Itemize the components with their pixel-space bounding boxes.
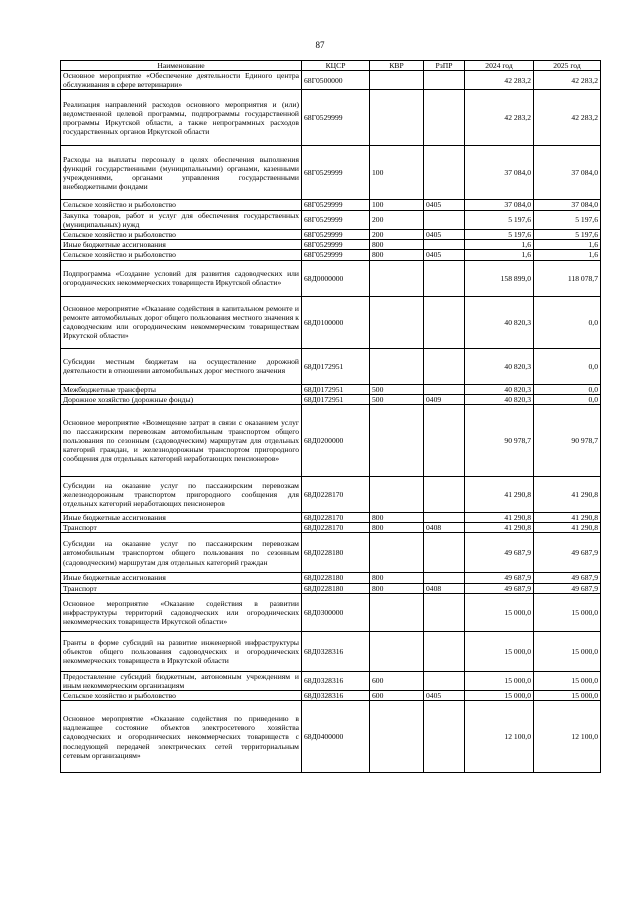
cell-y2024: 15 000,0: [465, 671, 534, 690]
cell-name: Расходы на выплаты персоналу в целях обеспечения выполнения функций государственными (муниципальными) органами, казенными учреждениями, органами управления государственными внебюджетными фондами: [61, 146, 302, 200]
table-row: [61, 210, 601, 229]
table-row: [61, 523, 601, 533]
cell-rzpr: [424, 631, 465, 671]
cell-name: Межбюджетные трансферты: [61, 384, 302, 394]
table-row: [61, 240, 601, 250]
page-number: 87: [315, 40, 325, 50]
table-row: [61, 260, 601, 296]
cell-y2024: 40 820,3: [465, 296, 534, 348]
cell-y2024: 42 283,2: [465, 71, 534, 90]
cell-rzpr: [424, 573, 465, 583]
cell-y2025: 5 197,6: [534, 210, 601, 229]
cell-y2024: 1,6: [465, 240, 534, 250]
cell-y2025: 0,0: [534, 348, 601, 384]
cell-rzpr: [424, 296, 465, 348]
cell-kcsr: 68Д0228180: [302, 533, 370, 573]
cell-name: Сельское хозяйство и рыболовство: [61, 230, 302, 240]
table-row: [61, 394, 601, 404]
cell-kcsr: 68Д0300000: [302, 593, 370, 631]
cell-y2024: 41 290,8: [465, 513, 534, 523]
cell-y2025: 41 290,8: [534, 513, 601, 523]
cell-y2025: 42 283,2: [534, 71, 601, 90]
cell-name: Сельское хозяйство и рыболовство: [61, 250, 302, 260]
table-row: [61, 405, 601, 477]
cell-rzpr: 0405: [424, 230, 465, 240]
cell-kvr: [370, 71, 424, 90]
cell-y2025: 0,0: [534, 384, 601, 394]
cell-kcsr: 68Д0000000: [302, 260, 370, 296]
cell-name: Гранты в форме субсидий на развитие инженерной инфраструктуры объектов общего пользования садоводческих и огороднических некоммерческих товариществ в Иркутской области: [61, 631, 302, 671]
cell-y2024: 37 084,0: [465, 146, 534, 200]
cell-kcsr: 68Д0228170: [302, 523, 370, 533]
cell-kcsr: 68Д0228180: [302, 583, 370, 593]
table-row: [61, 593, 601, 631]
table-row: [61, 701, 601, 773]
cell-y2025: 0,0: [534, 296, 601, 348]
cell-kvr: 800: [370, 523, 424, 533]
header-kcsr: КЦСР: [302, 61, 370, 71]
cell-y2024: 49 687,9: [465, 583, 534, 593]
cell-kcsr: 68Г0529999: [302, 200, 370, 210]
cell-rzpr: [424, 701, 465, 773]
table-row: [61, 691, 601, 701]
cell-rzpr: [424, 210, 465, 229]
table-row: [61, 513, 601, 523]
cell-name: Субсидии местным бюджетам на осуществление дорожной деятельности в отношении автомобильных дорог местного значения: [61, 348, 302, 384]
cell-kcsr: 68Г0529999: [302, 230, 370, 240]
cell-y2024: 5 197,6: [465, 210, 534, 229]
cell-y2024: 90 978,7: [465, 405, 534, 477]
cell-y2025: 118 078,7: [534, 260, 601, 296]
cell-y2024: 41 290,8: [465, 477, 534, 513]
cell-kvr: 100: [370, 200, 424, 210]
cell-rzpr: [424, 513, 465, 523]
budget-table: [60, 60, 601, 773]
cell-kcsr: 68Д0228170: [302, 513, 370, 523]
cell-y2025: 1,6: [534, 250, 601, 260]
cell-y2024: 15 000,0: [465, 691, 534, 701]
cell-y2025: 0,0: [534, 394, 601, 404]
cell-y2025: 15 000,0: [534, 593, 601, 631]
cell-name: Основное мероприятие «Оказание содействия в развитии инфраструктуры территорий садоводческих или огороднических некоммерческих товариществ Иркутской области»: [61, 593, 302, 631]
cell-name: Подпрограмма «Создание условий для развития садоводческих или огороднических некоммерческих товариществ Иркутской области»: [61, 260, 302, 296]
cell-rzpr: [424, 405, 465, 477]
cell-kcsr: 68Д0172951: [302, 348, 370, 384]
cell-y2025: 41 290,8: [534, 477, 601, 513]
table-row: [61, 671, 601, 690]
cell-kvr: 600: [370, 671, 424, 690]
cell-rzpr: 0408: [424, 583, 465, 593]
cell-kvr: [370, 631, 424, 671]
cell-rzpr: [424, 384, 465, 394]
cell-y2024: 37 084,0: [465, 200, 534, 210]
cell-y2024: 15 000,0: [465, 593, 534, 631]
table-row: [61, 384, 601, 394]
table-row: [61, 348, 601, 384]
cell-y2025: 15 000,0: [534, 671, 601, 690]
cell-name: Транспорт: [61, 523, 302, 533]
cell-y2024: 5 197,6: [465, 230, 534, 240]
cell-y2024: 49 687,9: [465, 573, 534, 583]
table-row: [61, 230, 601, 240]
cell-kcsr: 68Д0100000: [302, 296, 370, 348]
cell-kvr: [370, 296, 424, 348]
cell-kcsr: 68Д0328316: [302, 691, 370, 701]
cell-kcsr: 68Г0529999: [302, 90, 370, 146]
cell-y2025: 90 978,7: [534, 405, 601, 477]
cell-kcsr: 68Д0200000: [302, 405, 370, 477]
table-header-row: [61, 61, 601, 71]
cell-name: Сельское хозяйство и рыболовство: [61, 691, 302, 701]
cell-name: Иные бюджетные ассигнования: [61, 573, 302, 583]
cell-rzpr: [424, 477, 465, 513]
table-row: [61, 71, 601, 90]
cell-rzpr: [424, 671, 465, 690]
cell-name: Субсидии на оказание услуг по пассажирским перевозкам автомобильным транспортом общего пользования по сезонным (садоводческим) маршрутам для отдельных категорий граждан: [61, 533, 302, 573]
header-2024: 2024 год: [465, 61, 534, 71]
cell-kcsr: 68Г0529999: [302, 250, 370, 260]
cell-name: Предоставление субсидий бюджетным, автономным учреждениям и иным некоммерческим организациям: [61, 671, 302, 690]
cell-kcsr: 68Г0500000: [302, 71, 370, 90]
cell-rzpr: [424, 593, 465, 631]
cell-kvr: 800: [370, 240, 424, 250]
cell-kvr: 800: [370, 513, 424, 523]
cell-rzpr: [424, 260, 465, 296]
cell-kcsr: 68Д0328316: [302, 671, 370, 690]
cell-y2024: 15 000,0: [465, 631, 534, 671]
cell-name: Основное мероприятие «Оказание содействия в капитальном ремонте и ремонте автомобильных дорог общего пользования местного значения к садоводческим или огородническим некоммерческим товариществам Иркутской области»: [61, 296, 302, 348]
table-row: [61, 583, 601, 593]
cell-y2025: 49 687,9: [534, 533, 601, 573]
cell-rzpr: [424, 146, 465, 200]
header-kvr: КВР: [370, 61, 424, 71]
cell-kcsr: 68Д0228180: [302, 573, 370, 583]
cell-kvr: [370, 533, 424, 573]
cell-name: Транспорт: [61, 583, 302, 593]
cell-kvr: 200: [370, 210, 424, 229]
cell-name: Иные бюджетные ассигнования: [61, 240, 302, 250]
cell-y2025: 12 100,0: [534, 701, 601, 773]
cell-kcsr: 68Д0172951: [302, 384, 370, 394]
cell-kvr: 800: [370, 250, 424, 260]
cell-name: Основное мероприятие «Оказание содействия по приведению в надлежащее состояние объектов электросетевого хозяйства садоводческих и огороднических некоммерческих товариществ с последующей передачей электрических сетей территориальным сетевым организациям»: [61, 701, 302, 773]
cell-y2025: 41 290,8: [534, 523, 601, 533]
cell-kvr: [370, 405, 424, 477]
cell-kvr: 200: [370, 230, 424, 240]
cell-rzpr: 0409: [424, 394, 465, 404]
cell-rzpr: [424, 240, 465, 250]
cell-kvr: [370, 477, 424, 513]
cell-y2024: 12 100,0: [465, 701, 534, 773]
cell-kvr: [370, 593, 424, 631]
cell-name: Иные бюджетные ассигнования: [61, 513, 302, 523]
cell-kcsr: 68Г0529999: [302, 210, 370, 229]
cell-name: Реализация направлений расходов основного мероприятия и (или) ведомственной целевой программы, подпрограммы государственной программы Иркутской области, а также непрограммных расходов государственных органов Иркутской области: [61, 90, 302, 146]
cell-y2025: 37 084,0: [534, 146, 601, 200]
cell-kvr: 600: [370, 691, 424, 701]
cell-y2025: 1,6: [534, 240, 601, 250]
cell-kcsr: 68Г0529999: [302, 240, 370, 250]
header-name: Наименование: [61, 61, 302, 71]
cell-y2025: 37 084,0: [534, 200, 601, 210]
cell-name: Субсидии на оказание услуг по пассажирским перевозкам железнодорожным транспортом пригородного сообщения для отдельных категорий неработающих пенсионеров: [61, 477, 302, 513]
cell-name: Основное мероприятие «Обеспечение деятельности Единого центра обслуживания в сфере ветеринарии»: [61, 71, 302, 90]
cell-name: Сельское хозяйство и рыболовство: [61, 200, 302, 210]
cell-y2024: 42 283,2: [465, 90, 534, 146]
table-row: [61, 631, 601, 671]
cell-rzpr: [424, 90, 465, 146]
cell-kcsr: 68Д0172951: [302, 394, 370, 404]
header-2025: 2025 год: [534, 61, 601, 71]
cell-kcsr: 68Г0529999: [302, 146, 370, 200]
table-row: [61, 296, 601, 348]
table-row: [61, 477, 601, 513]
cell-name: Дорожное хозяйство (дорожные фонды): [61, 394, 302, 404]
cell-y2024: 41 290,8: [465, 523, 534, 533]
cell-kvr: [370, 701, 424, 773]
cell-y2024: 40 820,3: [465, 384, 534, 394]
table-row: [61, 250, 601, 260]
cell-kvr: 500: [370, 394, 424, 404]
cell-kvr: 800: [370, 573, 424, 583]
cell-y2024: 49 687,9: [465, 533, 534, 573]
cell-kvr: 500: [370, 384, 424, 394]
cell-kvr: 100: [370, 146, 424, 200]
cell-rzpr: 0405: [424, 200, 465, 210]
cell-y2024: 158 899,0: [465, 260, 534, 296]
cell-y2025: 42 283,2: [534, 90, 601, 146]
cell-y2024: 40 820,3: [465, 394, 534, 404]
cell-kvr: [370, 348, 424, 384]
cell-rzpr: 0405: [424, 250, 465, 260]
header-rzpr: РзПР: [424, 61, 465, 71]
table-row: [61, 573, 601, 583]
cell-y2024: 1,6: [465, 250, 534, 260]
cell-rzpr: 0408: [424, 523, 465, 533]
cell-kcsr: 68Д0328316: [302, 631, 370, 671]
cell-y2025: 15 000,0: [534, 691, 601, 701]
cell-y2025: 5 197,6: [534, 230, 601, 240]
cell-kvr: 800: [370, 583, 424, 593]
cell-y2025: 49 687,9: [534, 583, 601, 593]
cell-kvr: [370, 90, 424, 146]
cell-rzpr: [424, 348, 465, 384]
cell-kcsr: 68Д0228170: [302, 477, 370, 513]
cell-rzpr: [424, 71, 465, 90]
table-row: [61, 200, 601, 210]
cell-name: Основное мероприятие «Возмещение затрат в связи с оказанием услуг по пассажирским перевозкам автомобильным транспортом общего пользования по сезонным (садоводческим) маршрутам для отдельных категорий граждан, и железнодорожным транспортом пригородного сообщения для отдельных категорий неработающих пенсионеров»: [61, 405, 302, 477]
cell-y2025: 49 687,9: [534, 573, 601, 583]
cell-kvr: [370, 260, 424, 296]
table-row: [61, 146, 601, 200]
cell-y2024: 40 820,3: [465, 348, 534, 384]
cell-kcsr: 68Д0400000: [302, 701, 370, 773]
cell-y2025: 15 000,0: [534, 631, 601, 671]
cell-rzpr: [424, 533, 465, 573]
cell-rzpr: 0405: [424, 691, 465, 701]
cell-name: Закупка товаров, работ и услуг для обеспечения государственных (муниципальных) нужд: [61, 210, 302, 229]
table-row: [61, 90, 601, 146]
table-row: [61, 533, 601, 573]
